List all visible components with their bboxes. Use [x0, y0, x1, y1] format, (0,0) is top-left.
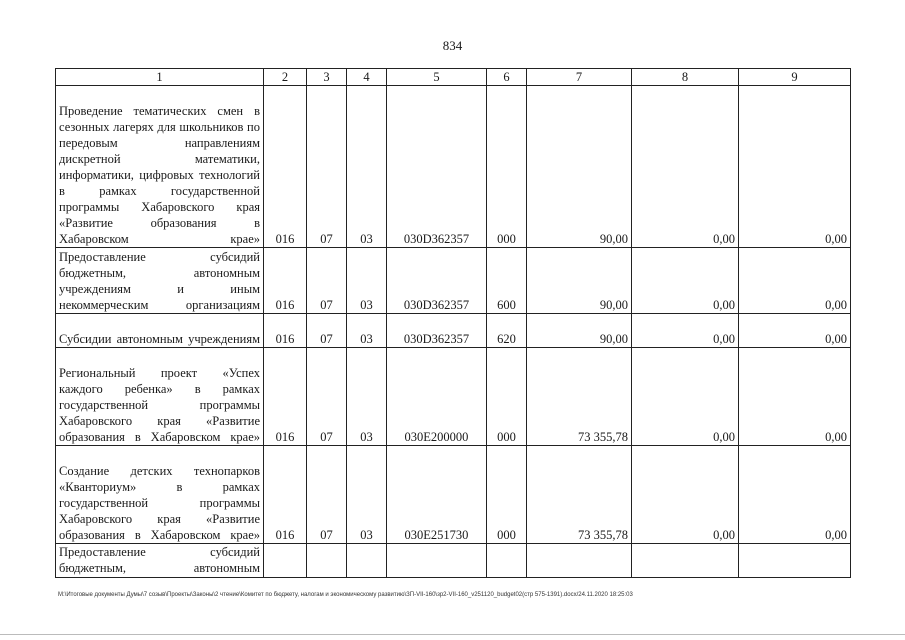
column-header: 2: [264, 69, 307, 86]
cell-expense-type: 000: [487, 86, 527, 248]
column-header: 3: [307, 69, 347, 86]
cell-ministry: 016: [264, 86, 307, 248]
cell-target-article: 030D362357: [387, 86, 487, 248]
cell-target-article: 030E200000: [387, 348, 487, 446]
cell-amount-2: 0,00: [632, 314, 739, 348]
cell-amount-3: 0,00: [739, 446, 851, 544]
cell-target-article: 030E251730: [387, 446, 487, 544]
cell-amount-3: [739, 544, 851, 578]
cell-subsection: 03: [347, 314, 387, 348]
row-description: Региональный проект «Успех каждого ребенка» в рамках государственной программы Хабаровского края «Развитие образования в Хабаровском крае»: [56, 348, 264, 446]
footer-file-path: M:\Итоговые документы Думы\7 созыв\Проекты\Законы\2 чтение\Комитет по бюджету, налогам и экономическому развитию\ЗП-VII-160\зр2-VII-160_v251120_budget02(стр 575-1391).docx/24.11.2020 18:25:03: [58, 592, 633, 598]
cell-expense-type: 000: [487, 446, 527, 544]
cell-section: 07: [307, 86, 347, 248]
table-row: [56, 348, 851, 446]
cell-amount-1: 90,00: [527, 86, 632, 248]
cell-amount-1: 73 355,78: [527, 348, 632, 446]
page-number: 834: [442, 38, 463, 53]
column-header: 8: [632, 69, 739, 86]
cell-amount-2: 0,00: [632, 446, 739, 544]
cell-ministry: [264, 544, 307, 578]
column-header: 5: [387, 69, 487, 86]
header-row: [56, 69, 851, 86]
cell-subsection: [347, 544, 387, 578]
cell-amount-3: 0,00: [739, 348, 851, 446]
cell-amount-3: 0,00: [739, 314, 851, 348]
row-description: Создание детских технопарков «Кванториум» в рамках государственной программы Хабаровского края «Развитие образования в Хабаровском крае»: [56, 446, 264, 544]
cell-amount-1: 90,00: [527, 248, 632, 314]
cell-section: 07: [307, 248, 347, 314]
cell-expense-type: 620: [487, 314, 527, 348]
cell-amount-3: 0,00: [739, 248, 851, 314]
table-row: [56, 446, 851, 544]
cell-section: [307, 544, 347, 578]
cell-subsection: 03: [347, 86, 387, 248]
cell-expense-type: [487, 544, 527, 578]
row-description: Предоставление субсидий бюджетным, автономным: [56, 544, 264, 578]
cell-amount-1: 90,00: [527, 314, 632, 348]
cell-target-article: 030D362357: [387, 248, 487, 314]
cell-section: 07: [307, 314, 347, 348]
cell-subsection: 03: [347, 348, 387, 446]
cell-amount-2: 0,00: [632, 86, 739, 248]
cell-amount-2: 0,00: [632, 348, 739, 446]
table-row: [56, 86, 851, 248]
cell-target-article: [387, 544, 487, 578]
table-row: [56, 248, 851, 314]
table-row: [56, 314, 851, 348]
bottom-divider: [0, 634, 905, 635]
budget-table: [55, 68, 851, 578]
cell-section: 07: [307, 446, 347, 544]
cell-ministry: 016: [264, 446, 307, 544]
column-header: 7: [527, 69, 632, 86]
cell-expense-type: 600: [487, 248, 527, 314]
column-header: 4: [347, 69, 387, 86]
column-header: 6: [487, 69, 527, 86]
cell-amount-2: 0,00: [632, 248, 739, 314]
cell-expense-type: 000: [487, 348, 527, 446]
cell-ministry: 016: [264, 248, 307, 314]
table-row: [56, 544, 851, 578]
cell-amount-3: 0,00: [739, 86, 851, 248]
cell-amount-1: 73 355,78: [527, 446, 632, 544]
cell-ministry: 016: [264, 314, 307, 348]
cell-amount-1: [527, 544, 632, 578]
cell-amount-2: [632, 544, 739, 578]
cell-subsection: 03: [347, 446, 387, 544]
row-description: Проведение тематических смен в сезонных лагерях для школьников по передовым направлениям дискретной математики, информатики, цифровых технологий в рамках государственной программы Хабаровского края «Развитие образования в Хабаровском крае»: [56, 86, 264, 248]
column-header: 9: [739, 69, 851, 86]
cell-section: 07: [307, 348, 347, 446]
cell-ministry: 016: [264, 348, 307, 446]
cell-target-article: 030D362357: [387, 314, 487, 348]
row-description: Предоставление субсидий бюджетным, автономным учреждениям и иным некоммерческим организациям: [56, 248, 264, 314]
cell-subsection: 03: [347, 248, 387, 314]
column-header: 1: [56, 69, 264, 86]
row-description: Субсидии автономным учреждениям: [56, 314, 264, 348]
